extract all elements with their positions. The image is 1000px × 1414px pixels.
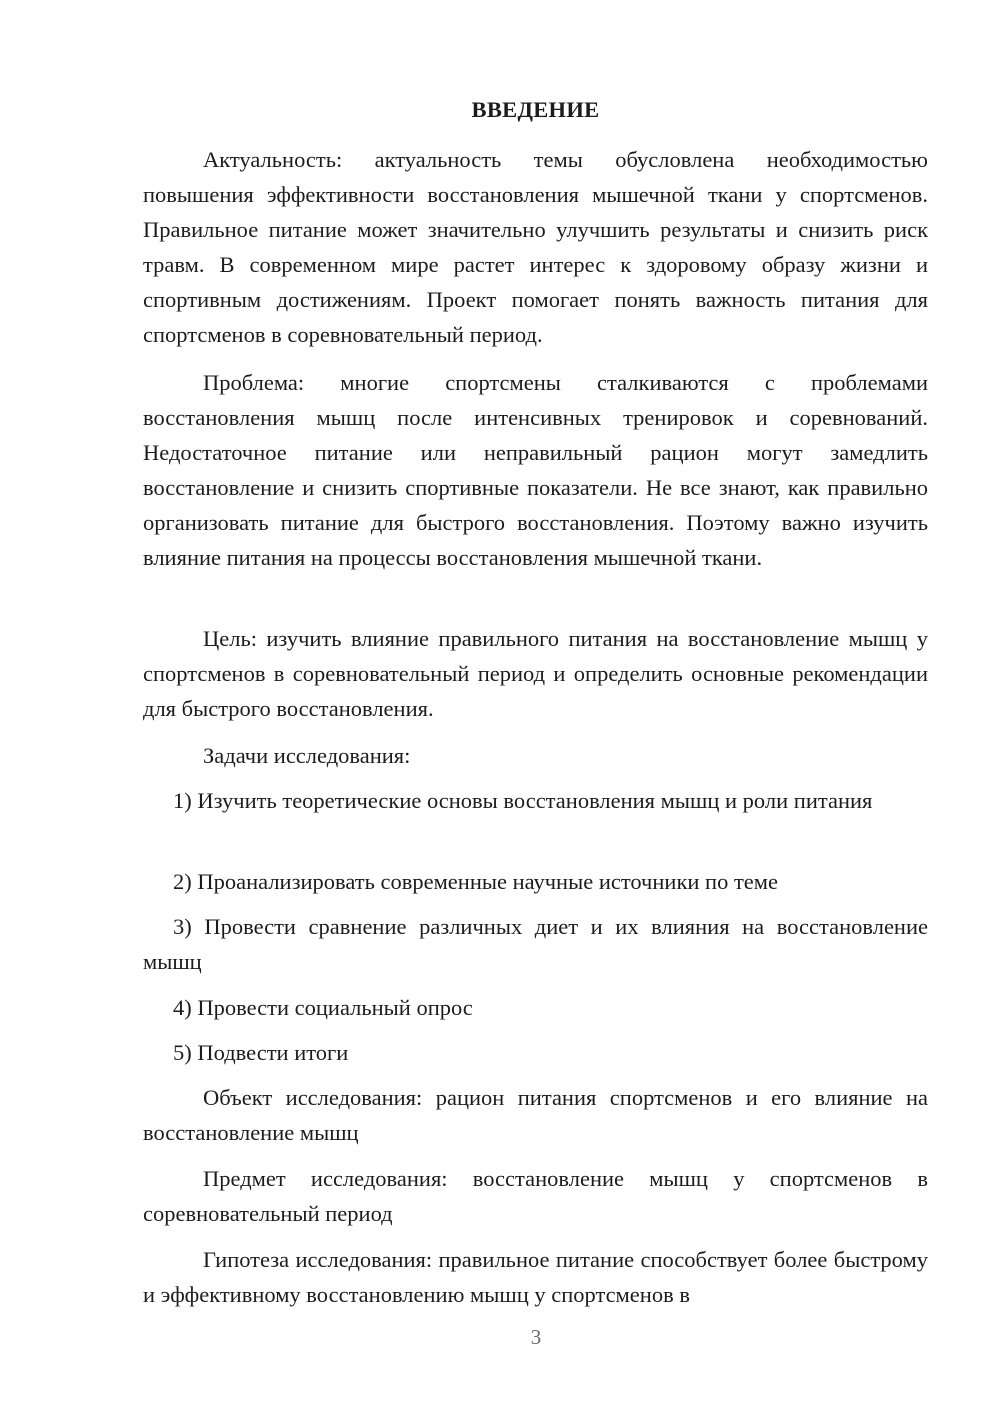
task-item-2: 2) Проанализировать современные научные источники по теме <box>173 869 779 894</box>
paragraph-hypothesis: Гипотеза исследования: правильное питание способствует более быстрому и эффективному восстановлению мышц у спортсменов в <box>143 1247 928 1307</box>
paragraph-goal: Цель: изучить влияние правильного питания на восстановление мышц у спортсменов в соревновательный период и определить основные рекомендации для быстрого восстановления. <box>143 626 928 721</box>
paragraph-subject: Предмет исследования: восстановление мышц у спортсменов в соревновательный период <box>143 1166 928 1226</box>
task-item-4: 4) Провести социальный опрос <box>173 995 473 1020</box>
task-item-1: 1) Изучить теоретические основы восстановления мышц и роли питания <box>173 788 873 813</box>
page-title: ВВЕДЕНИЕ <box>471 97 600 122</box>
paragraph-relevance: Актуальность: актуальность темы обусловлена необходимостью повышения эффективности восстановления мышечной ткани у спортсменов. Правильное питание может значительно улучшить результаты и снизить риск травм. В современном мире растет интерес к здоровому образу жизни и спортивным достижениям. Проект помогает понять важность питания для спортсменов в соревновательный период. <box>143 147 928 347</box>
paragraph-object: Объект исследования: рацион питания спортсменов и его влияние на восстановление мышц <box>143 1085 928 1145</box>
page-number: 3 <box>530 1325 542 1349</box>
paragraph-problem: Проблема: многие спортсмены сталкиваются с проблемами восстановления мышц после интенсивных тренировок и соревнований. Недостаточное питание или неправильный рацион могут замедлить восстановление и снизить спортивные показатели. Не все знают, как правильно организовать питание для быстрого восстановления. Поэтому важно изучить влияние питания на процессы восстановления мышечной ткани. <box>143 370 928 570</box>
task-item-5: 5) Подвести итоги <box>173 1040 349 1065</box>
tasks-heading: Задачи исследования: <box>203 743 411 768</box>
task-item-3: 3) Провести сравнение различных диет и их влияния на восстановление мышц <box>143 914 928 974</box>
